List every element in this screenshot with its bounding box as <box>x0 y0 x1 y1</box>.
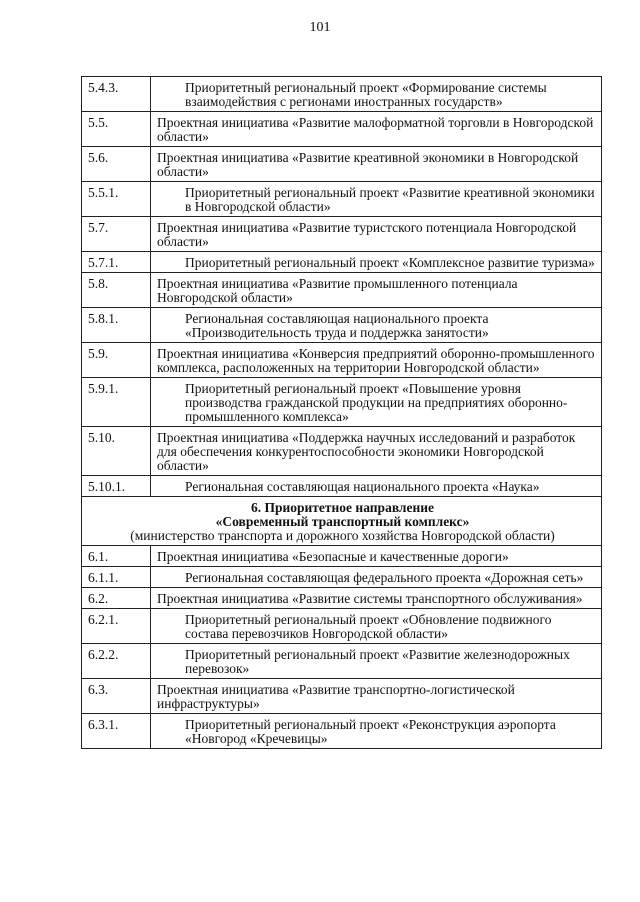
row-text: Региональная составляющая национального проекта «Наука» <box>151 476 602 497</box>
row-text: Приоритетный региональный проект «Повышение уровня производства гражданской продукции на предприятиях оборонно-промышленного комплекса» <box>151 378 602 427</box>
section-subtitle: (министерство транспорта и дорожного хозяйства Новгородской области) <box>130 528 555 543</box>
table-row <box>82 679 602 714</box>
row-text: Региональная составляющая федерального проекта «Дорожная сеть» <box>151 567 602 588</box>
row-text: Приоритетный региональный проект «Формирование системы взаимодействия с регионами иностранных государств» <box>151 77 602 112</box>
table-row <box>82 217 602 252</box>
row-number: 5.6. <box>82 147 151 182</box>
row-number: 6.1.1. <box>82 567 151 588</box>
table-section-header <box>82 497 602 546</box>
table-row <box>82 644 602 679</box>
section-title-line1: 6. Приоритетное направление <box>250 500 435 515</box>
row-text: Проектная инициатива «Поддержка научных исследований и разработок для обеспечения конкурентоспособности экономики Новгородской области» <box>151 427 602 476</box>
row-text: Региональная составляющая национального проекта «Производительность труда и поддержка занятости» <box>151 308 602 343</box>
row-number: 5.8. <box>82 273 151 308</box>
row-text: Проектная инициатива «Развитие промышленного потенциала Новгородской области» <box>151 273 602 308</box>
table-row <box>82 252 602 273</box>
table-row <box>82 588 602 609</box>
table-row <box>82 147 602 182</box>
table-row <box>82 343 602 378</box>
row-number: 6.3. <box>82 679 151 714</box>
table-row <box>82 476 602 497</box>
row-number: 6.1. <box>82 546 151 567</box>
row-text: Приоритетный региональный проект «Комплексное развитие туризма» <box>151 252 602 273</box>
row-number: 5.4.3. <box>82 77 151 112</box>
page-number: 101 <box>309 20 331 35</box>
row-text: Проектная инициатива «Развитие креативной экономики в Новгородской области» <box>151 147 602 182</box>
row-number: 5.5. <box>82 112 151 147</box>
table-row <box>82 609 602 644</box>
row-number: 5.7. <box>82 217 151 252</box>
table-row <box>82 567 602 588</box>
row-number: 5.10. <box>82 427 151 476</box>
row-text: Проектная инициатива «Конверсия предприятий оборонно-промышленного комплекса, расположенных на территории Новгородской области» <box>151 343 602 378</box>
table-body-section-6 <box>82 546 602 749</box>
row-number: 6.3.1. <box>82 714 151 749</box>
row-text: Проектная инициатива «Развитие туристского потенциала Новгородской области» <box>151 217 602 252</box>
row-number: 5.5.1. <box>82 182 151 217</box>
row-text: Приоритетный региональный проект «Обновление подвижного состава перевозчиков Новгородской области» <box>151 609 602 644</box>
projects-table <box>81 76 602 749</box>
section-title-line2: «Современный транспортный комплекс» <box>215 514 470 529</box>
row-number: 6.2.1. <box>82 609 151 644</box>
row-number: 5.9. <box>82 343 151 378</box>
table-row <box>82 182 602 217</box>
row-number: 6.2.2. <box>82 644 151 679</box>
table-row <box>82 77 602 112</box>
row-number: 6.2. <box>82 588 151 609</box>
table-body-section-5 <box>82 77 602 497</box>
table-row <box>82 427 602 476</box>
row-text: Приоритетный региональный проект «Развитие железнодорожных перевозок» <box>151 644 602 679</box>
row-number: 5.8.1. <box>82 308 151 343</box>
table-row <box>82 546 602 567</box>
row-text: Проектная инициатива «Развитие системы транспортного обслуживания» <box>151 588 602 609</box>
row-text: Проектная инициатива «Безопасные и качественные дороги» <box>151 546 602 567</box>
table-row <box>82 112 602 147</box>
row-number: 5.10.1. <box>82 476 151 497</box>
row-number: 5.9.1. <box>82 378 151 427</box>
table-row <box>82 308 602 343</box>
row-text: Проектная инициатива «Развитие малоформатной торговли в Новгородской области» <box>151 112 602 147</box>
section-header-cell <box>82 497 602 546</box>
row-text: Приоритетный региональный проект «Развитие креативной экономики в Новгородской области» <box>151 182 602 217</box>
section-header-row <box>82 497 602 546</box>
table-row <box>82 273 602 308</box>
table-row <box>82 378 602 427</box>
table-row <box>82 714 602 749</box>
row-text: Проектная инициатива «Развитие транспортно-логистической инфраструктуры» <box>151 679 602 714</box>
row-text: Приоритетный региональный проект «Реконструкция аэропорта «Новгород «Кречевицы» <box>151 714 602 749</box>
row-number: 5.7.1. <box>82 252 151 273</box>
